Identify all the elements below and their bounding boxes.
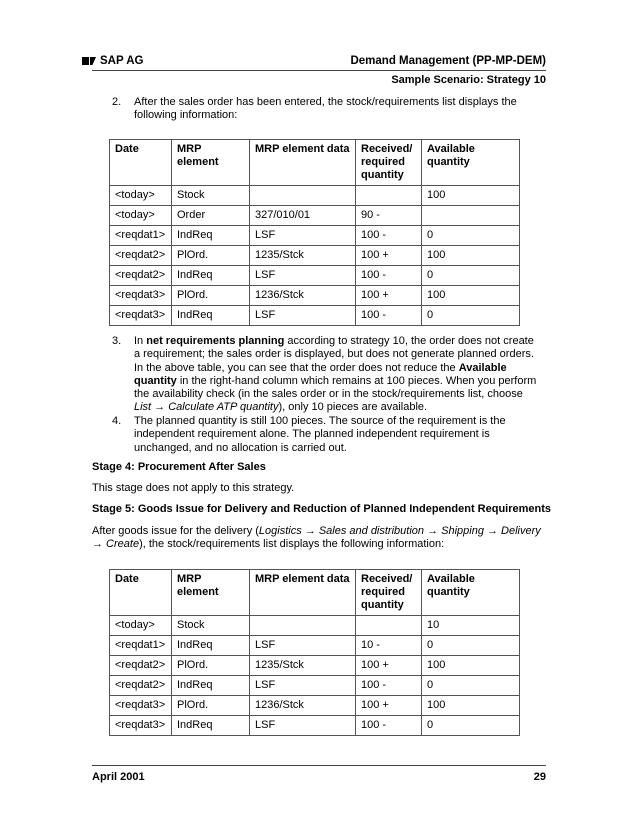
table-cell: PlOrd. bbox=[172, 656, 250, 676]
table-cell: IndReq bbox=[172, 226, 250, 246]
table-cell: 327/010/01 bbox=[250, 206, 356, 226]
sap-logo-icon bbox=[82, 57, 96, 65]
table-cell: <reqdat3> bbox=[110, 286, 172, 306]
table-cell: LSF bbox=[250, 266, 356, 286]
table-cell: IndReq bbox=[172, 676, 250, 696]
page-number: 29 bbox=[533, 771, 546, 783]
table-cell: 1236/Stck bbox=[250, 696, 356, 716]
table-cell: LSF bbox=[250, 226, 356, 246]
column-header: Received/ required quantity bbox=[356, 570, 422, 616]
bold-term: Available quantity bbox=[134, 361, 507, 387]
bold-term: net requirements planning bbox=[146, 335, 285, 347]
table-row bbox=[110, 696, 520, 716]
table-cell: 0 bbox=[422, 676, 520, 696]
menu-path: List → Calculate ATP quantity bbox=[134, 401, 279, 414]
list-item-3 bbox=[112, 335, 542, 415]
stage5-heading: Stage 5: Goods Issue for Delivery and Reduction of Planned Independent Requirements bbox=[92, 503, 552, 515]
table-cell: 100 bbox=[422, 246, 520, 266]
item-text: After the sales order has been entered, the stock/requirements list displays the following information: bbox=[134, 96, 517, 122]
item-text bbox=[134, 335, 542, 415]
table-cell: 0 bbox=[422, 636, 520, 656]
table-cell: 100 - bbox=[356, 306, 422, 326]
table-cell bbox=[422, 206, 520, 226]
table-cell: 100 + bbox=[356, 696, 422, 716]
table-row bbox=[110, 246, 520, 266]
list-item-2 bbox=[112, 96, 542, 123]
table-cell: PlOrd. bbox=[172, 246, 250, 266]
table-cell: 1236/Stck bbox=[250, 286, 356, 306]
table-cell bbox=[250, 616, 356, 636]
text-run: ), the stock/requirements list displays the following information: bbox=[139, 538, 445, 551]
stage4-text: This stage does not apply to this strategy. bbox=[92, 482, 295, 494]
table-cell: PlOrd. bbox=[172, 286, 250, 306]
table-cell: <reqdat2> bbox=[110, 266, 172, 286]
table-cell: 100 + bbox=[356, 656, 422, 676]
table-cell: <reqdat2> bbox=[110, 656, 172, 676]
footer-divider bbox=[92, 765, 546, 766]
table-cell: 100 bbox=[422, 286, 520, 306]
table-cell: IndReq bbox=[172, 716, 250, 736]
table-cell: 100 + bbox=[356, 246, 422, 266]
stage4-heading: Stage 4: Procurement After Sales bbox=[92, 461, 266, 473]
table-cell: 0 bbox=[422, 266, 520, 286]
column-header: Available quantity bbox=[422, 140, 520, 186]
table-cell: Stock bbox=[172, 616, 250, 636]
table-header-row bbox=[110, 570, 520, 616]
column-header: MRP element data bbox=[250, 570, 356, 616]
table-cell: 100 - bbox=[356, 716, 422, 736]
table-row bbox=[110, 306, 520, 326]
table-cell: 90 - bbox=[356, 206, 422, 226]
table-cell: Order bbox=[172, 206, 250, 226]
item-number: 3. bbox=[112, 335, 122, 347]
table-cell: 100 bbox=[422, 186, 520, 206]
column-header: MRP element data bbox=[250, 140, 356, 186]
stock-requirements-table-2 bbox=[109, 569, 520, 736]
table-header-row bbox=[110, 140, 520, 186]
table-cell: 100 bbox=[422, 696, 520, 716]
item-number: 4. bbox=[112, 415, 122, 427]
table-cell: 100 - bbox=[356, 266, 422, 286]
table-cell: <today> bbox=[110, 616, 172, 636]
table-cell bbox=[356, 616, 422, 636]
table-cell: 100 + bbox=[356, 286, 422, 306]
table-cell: <reqdat3> bbox=[110, 716, 172, 736]
footer-date: April 2001 bbox=[92, 771, 145, 783]
table-cell: 100 - bbox=[356, 676, 422, 696]
table-cell: IndReq bbox=[172, 266, 250, 286]
text-run: After goods issue for the delivery ( bbox=[92, 525, 259, 537]
table-row bbox=[110, 716, 520, 736]
column-header: Available quantity bbox=[422, 570, 520, 616]
table-cell: <reqdat3> bbox=[110, 696, 172, 716]
table-cell: 10 bbox=[422, 616, 520, 636]
column-header: Received/ required quantity bbox=[356, 140, 422, 186]
table-cell bbox=[356, 186, 422, 206]
table-cell: 0 bbox=[422, 716, 520, 736]
table-cell: <today> bbox=[110, 186, 172, 206]
header-company bbox=[82, 55, 143, 67]
table-cell: Stock bbox=[172, 186, 250, 206]
table-row bbox=[110, 616, 520, 636]
list-item-4 bbox=[112, 415, 542, 455]
table-row bbox=[110, 656, 520, 676]
table-cell: <reqdat2> bbox=[110, 676, 172, 696]
header-divider bbox=[92, 70, 546, 71]
table-cell: <reqdat1> bbox=[110, 636, 172, 656]
table-cell: <reqdat1> bbox=[110, 226, 172, 246]
column-header: MRP element bbox=[172, 140, 250, 186]
item-text: The planned quantity is still 100 pieces. The source of the requirement is the independent requirement alone. The planned independent requirement is unchanged, and no allocation is carried out. bbox=[134, 415, 506, 454]
table-row bbox=[110, 286, 520, 306]
table-row bbox=[110, 226, 520, 246]
table-cell bbox=[250, 186, 356, 206]
table-cell: PlOrd. bbox=[172, 696, 250, 716]
table-cell: 1235/Stck bbox=[250, 656, 356, 676]
header-title: Demand Management (PP-MP-DEM) bbox=[350, 55, 546, 67]
table-cell: 100 bbox=[422, 656, 520, 676]
table-cell: <reqdat3> bbox=[110, 306, 172, 326]
menu-path: Logistics → Sales and distribution → Shipping → Delivery → Create bbox=[92, 525, 541, 551]
column-header: Date bbox=[110, 140, 172, 186]
text-run: ), only 10 pieces are available. bbox=[278, 401, 428, 414]
table-row bbox=[110, 676, 520, 696]
column-header: MRP element bbox=[172, 570, 250, 616]
table-cell: LSF bbox=[250, 636, 356, 656]
table-cell: 0 bbox=[422, 306, 520, 326]
company-name: SAP AG bbox=[100, 55, 144, 67]
table-cell: LSF bbox=[250, 676, 356, 696]
stock-requirements-table-1 bbox=[109, 139, 520, 326]
table-cell: LSF bbox=[250, 306, 356, 326]
table-row bbox=[110, 266, 520, 286]
table-cell: 10 - bbox=[356, 636, 422, 656]
table-cell: 100 - bbox=[356, 226, 422, 246]
table-row bbox=[110, 636, 520, 656]
text-run: In bbox=[134, 335, 147, 347]
table-cell: 0 bbox=[422, 226, 520, 246]
item-number: 2. bbox=[112, 96, 122, 108]
table-cell: 1235/Stck bbox=[250, 246, 356, 266]
text-run: according to strategy 10, the order does not create a requirement; the sales order is displayed, but does not generate planned orders. In the above table, you can see that the order does not reduce the bbox=[134, 335, 534, 374]
table-cell: <today> bbox=[110, 206, 172, 226]
text-run: in the right-hand column which remains at 100 pieces. When you perform the availability check (in the sales order or in the stock/requirements list, choose bbox=[134, 374, 537, 401]
table-row bbox=[110, 186, 520, 206]
table-cell: IndReq bbox=[172, 306, 250, 326]
column-header: Date bbox=[110, 570, 172, 616]
table-cell: IndReq bbox=[172, 636, 250, 656]
table-row bbox=[110, 206, 520, 226]
table-cell: LSF bbox=[250, 716, 356, 736]
table-cell: <reqdat2> bbox=[110, 246, 172, 266]
stage5-text bbox=[92, 525, 552, 552]
header-subtitle: Sample Scenario: Strategy 10 bbox=[391, 74, 546, 86]
